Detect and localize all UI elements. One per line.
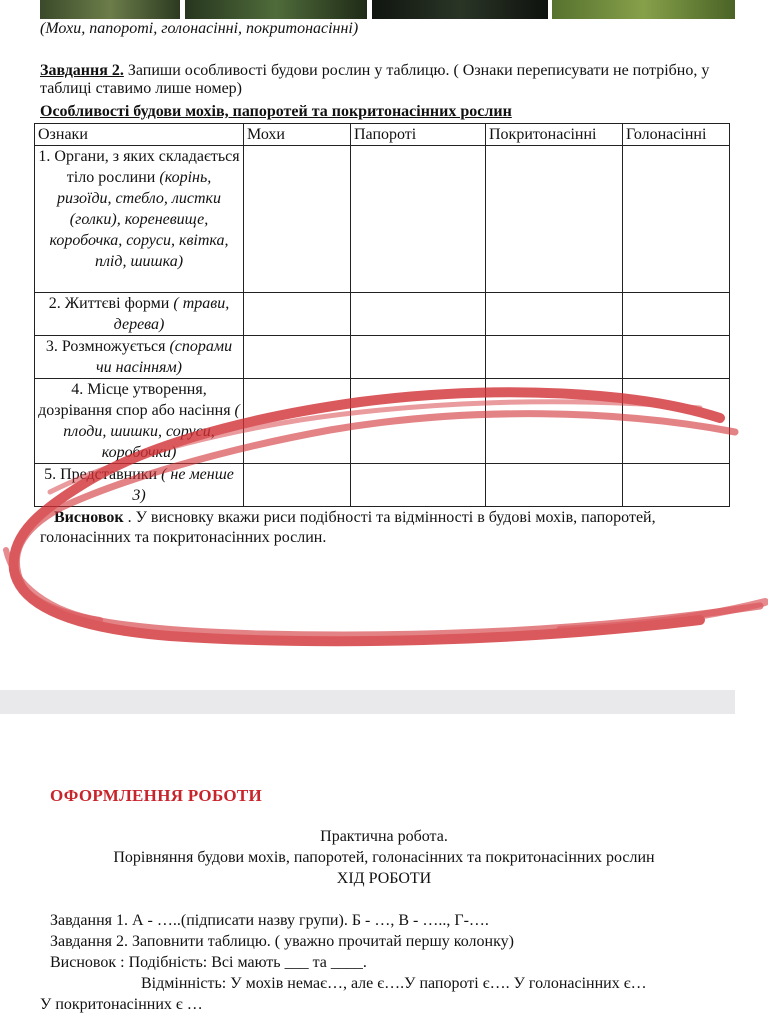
section-heading: ОФОРМЛЕННЯ РОБОТИ	[50, 786, 263, 805]
answer-cell[interactable]	[623, 336, 730, 379]
instruction-line-5: У покритонасінних є …	[40, 996, 203, 1013]
answer-cell[interactable]	[244, 464, 351, 507]
feature-cell: 4. Місце утворення, дозрівання спор або насіння ( плоди, шишки, соруси, коробочки)	[35, 379, 244, 464]
table-row	[35, 464, 730, 507]
answer-cell[interactable]	[351, 293, 486, 336]
answer-cell[interactable]	[486, 293, 623, 336]
document-page-2	[0, 714, 768, 1024]
answer-cell[interactable]	[623, 146, 730, 293]
answer-cell[interactable]	[351, 146, 486, 293]
instruction-line-4: Відмінність: У мохів немає…, але є….У папороті є…. У голонасінних є…	[141, 975, 647, 992]
feature-cell: 5. Представники ( не менше 3)	[35, 464, 244, 507]
answer-cell[interactable]	[486, 336, 623, 379]
header-gymnosperms: Голонасінні	[623, 124, 730, 146]
answer-cell[interactable]	[623, 293, 730, 336]
progress-heading: ХІД РОБОТИ	[336, 870, 432, 887]
task-2-label: Завдання 2.	[40, 62, 124, 79]
answer-cell[interactable]	[244, 293, 351, 336]
task-2-body: Запиши особливості будови рослин у таблицю. ( Ознаки переписувати не потрібно, у таблиці ставимо лише номер)	[40, 62, 710, 97]
answer-cell[interactable]	[244, 379, 351, 464]
plant-photos-strip	[0, 0, 735, 19]
answer-cell[interactable]	[351, 379, 486, 464]
answer-cell[interactable]	[486, 379, 623, 464]
table-header-row	[35, 124, 730, 146]
table-title: Особливості будови мохів, папоротей та покритонасінних рослин	[40, 103, 512, 120]
table-row	[35, 336, 730, 379]
answer-cell[interactable]	[486, 464, 623, 507]
answer-cell[interactable]	[623, 464, 730, 507]
answer-cell[interactable]	[351, 464, 486, 507]
header-angiosperms: Покритонасінні	[486, 124, 623, 146]
feature-cell: 1. Органи, з яких складається тіло рослини (корінь, ризоїди, стебло, листки (голки), кореневище, коробочка, соруси, квітка, плід, шишка)	[35, 146, 244, 293]
task-2-text	[40, 62, 730, 98]
conclusion-paragraph	[40, 508, 730, 548]
header-ferns: Папороті	[351, 124, 486, 146]
instruction-line-2: Завдання 2. Заповнити таблицю. ( уважно прочитай першу колонку)	[50, 933, 514, 950]
conclusion-body: . У висновку вкажи риси подібності та відмінності в будові мохів, папоротей, голонасінних та покритонасінних рослин.	[40, 509, 656, 546]
plant-groups-caption: (Мохи, папороті, голонасінні, покритонасінні)	[40, 20, 359, 37]
table-row	[35, 379, 730, 464]
work-subtitle: Порівняння будови мохів, папоротей, голонасінних та покритонасінних рослин	[113, 849, 655, 866]
conclusion-label: Висновок	[54, 509, 124, 526]
feature-cell: 2. Життєві форми ( трави, дерева)	[35, 293, 244, 336]
instruction-line-1: Завдання 1. А - …..(підписати назву групи). Б - …, В - ….., Г-….	[50, 912, 489, 929]
table-row	[35, 293, 730, 336]
page-separator	[0, 690, 735, 714]
answer-cell[interactable]	[244, 336, 351, 379]
answer-cell[interactable]	[351, 336, 486, 379]
header-features: Ознаки	[35, 124, 244, 146]
features-table	[34, 123, 730, 507]
work-title: Практична робота.	[320, 828, 448, 845]
answer-cell[interactable]	[486, 146, 623, 293]
answer-cell[interactable]	[244, 146, 351, 293]
answer-cell[interactable]	[623, 379, 730, 464]
instruction-line-3: Висновок : Подібність: Всі мають ___ та ____.	[50, 954, 367, 971]
table-row	[35, 146, 730, 293]
feature-cell: 3. Розмножується (спорами чи насінням)	[35, 336, 244, 379]
header-mosses: Мохи	[244, 124, 351, 146]
